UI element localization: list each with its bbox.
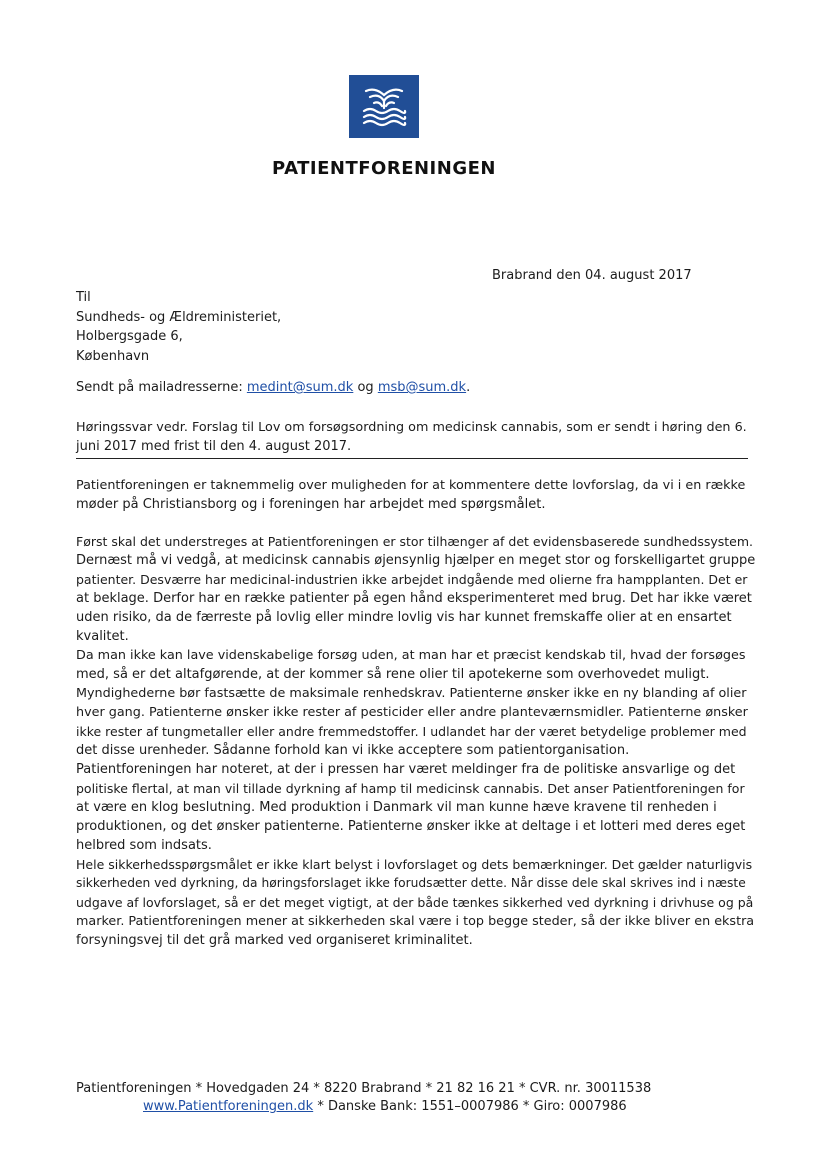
text-line: forsyningsvej til det grå marked ved organiseret kriminalitet. [76,933,473,948]
text-line: ikke rester af tungmetaller eller andre fremmedstoffer. I udlandet har der været betydelige problemer med [76,724,747,739]
email-link-medint[interactable]: medint@sum.dk [246,380,354,395]
text-line: marker. Patientforeningen mener at sikkerheden skal være i top begge steder, så der ikke bliver en ekstra [76,914,755,929]
text-line: uden risiko, da de færreste på lovlig eller mindre lovlig vis har kunnet fremskaffe olier at en ensartet [76,610,732,625]
address-line: Sundheds- og Ældreministeriet, [76,309,282,325]
text-line: patienter. Desværre har medicinal-industrien ikke arbejdet indgående med olierne fra hampplanten. Det er [76,572,748,587]
text-line: produktionen, og det ønsker patienterne. Patienterne ønsker ikke at deltage i et lotteri med deres eget [76,819,746,834]
text-line: Myndighederne bør fastsætte de maksimale renhedskrav. Patienterne ønsker ikke en ny blanding af olier [76,686,747,701]
address-line: Til [76,290,91,305]
sent-suffix: . [466,380,471,395]
text-line: at være en klog beslutning. Med produktion i Danmark vil man kunne hæve kravene til renheden i [76,800,717,815]
subject-heading [76,418,748,459]
subject-line: juni 2017 med frist til den 4. august 2017. [76,439,352,454]
wave-fountain-icon [349,75,419,138]
footer-bank-text: * Danske Bank: 1551–0007986 * Giro: 0007986 [313,1099,627,1114]
text-line: med, så er det altafgørende, at der kommer så rene olier til apotekerne som overhovedet muligt. [76,667,710,682]
address-line: København [76,348,150,364]
text-line: det disse urenheder. Sådanne forhold kan vi ikke acceptere som patientorganisation. [76,743,630,758]
text-line: Hele sikkerhedsspørgsmålet er ikke klart belyst i lovforslaget og dets bemærkninger. Det gælder naturligvis [76,857,753,872]
footer-address-line: Patientforeningen * Hovedgaden 24 * 8220 Brabrand * 21 82 16 21 * CVR. nr. 30011538 [76,1081,652,1096]
text-line: Først skal det understreges at Patientforeningen er stor tilhænger af det evidensbaserede sundhedssystem. [76,534,753,549]
logo [349,75,419,138]
text-line: Da man ikke kan lave videnskabelige forsøg uden, at man har et præcist kendskab til, hvad der forsøges [76,648,746,663]
text-line: hver gang. Patienterne ønsker ikke rester af pesticider eller andre planteværnsmidler. Patienterne ønsker [76,705,748,720]
paragraph-intro [76,476,756,514]
text-line: Patientforeningen er taknemmelig over muligheden for at kommentere dette lovforslag, da vi i en række [76,478,746,493]
text-line: møder på Christiansborg og i foreningen har arbejdet med spørgsmålet. [76,497,546,512]
text-line: sikkerheden ved dyrkning, da høringsforslaget ikke forudsætter dette. Når disse dele skal skrives ind i næste [76,876,746,890]
text-line: politiske flertal, at man vil tillade dyrkning af hamp til medicinsk cannabis. Det anser Patientforeningen for [76,781,745,796]
text-line: helbred som indsats. [76,838,212,853]
text-line: at beklage. Derfor har en række patienter på egen hånd eksperimenteret med brug. Det har ikke været [76,591,752,606]
text-line: Dernæst må vi vedgå, at medicinsk cannabis øjensynlig hjælper en meget stor og forskelligartet gruppe [76,553,756,568]
recipient-address [76,288,281,366]
sent-between: og [353,380,378,395]
text-line: udgave af lovforslaget, så er det meget vigtigt, at der både tænkes sikkerhed ved dyrkning i drivhuse og på [76,895,754,910]
date-line: Brabrand den 04. august 2017 [492,268,692,283]
sent-prefix: Sendt på mailadresserne: [76,380,247,395]
email-link-msb[interactable]: msb@sum.dk [377,380,467,395]
sent-to-line [76,380,470,395]
text-line: Patientforeningen har noteret, at der i pressen har været meldinger fra de politiske ansvarlige og det [76,762,736,777]
address-line: Holbergsgade 6, [76,329,183,344]
subject-line: Høringssvar vedr. Forslag til Lov om forsøgsordning om medicinsk cannabis, som er sendt i høring den 6. [76,420,747,435]
organization-title: PATIENTFORENINGEN [272,158,496,179]
website-link[interactable]: www.Patientforeningen.dk [143,1099,314,1114]
text-line: kvalitet. [76,629,129,644]
footer-bank-line [143,1097,627,1116]
paragraph-body [76,532,756,950]
